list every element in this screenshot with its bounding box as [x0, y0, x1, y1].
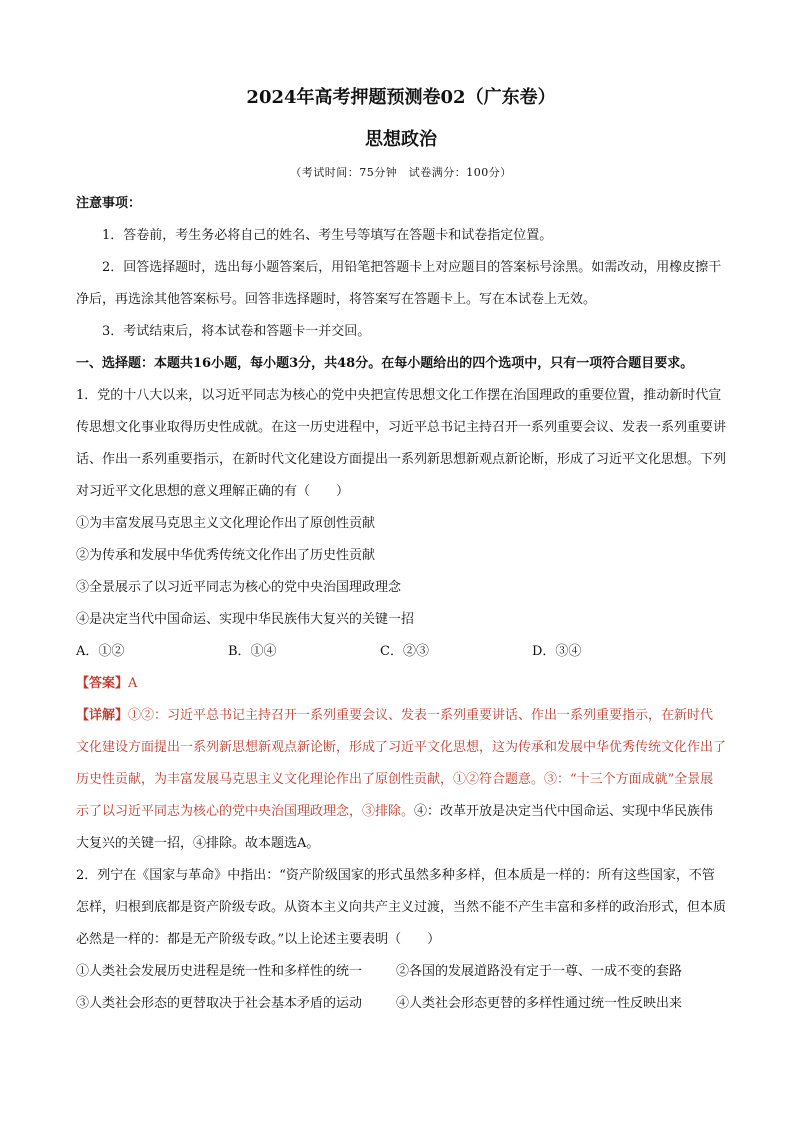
- detail-text-2: ④：改革开放是决定当代中国命运、实现中华民族伟大复兴的关键一招，④排除。故本题选A。: [76, 804, 714, 851]
- question-1-detail: [76, 700, 726, 860]
- notice-item-2: 2．回答选择题时，选出每小题答案后，用铅笔把答题卡上对应题目的答案标号涂黑。如需改动，用橡皮擦干净后，再选涂其他答案标号。回答非选择题时，将答案写在答题卡上。写在本试卷上无效。: [76, 260, 722, 307]
- exam-meta: （考试时间：75分钟 试卷满分：100分）: [290, 166, 512, 179]
- question-1-option-3: ③全景展示了以习近平同志为核心的党中央治国理政理念: [76, 580, 402, 595]
- question-2-options-row-1: [76, 956, 726, 988]
- question-1-option-4: ④是决定当代中国命运、实现中华民族伟大复兴的关键一招: [76, 612, 415, 627]
- notice-item-3: 3．考试结束后，将本试卷和答题卡一并交回。: [102, 324, 371, 339]
- question-2-option-2: ②各国的发展道路没有定于一尊、一成不变的套路: [396, 964, 683, 979]
- choice-d: D．③④: [532, 644, 582, 659]
- answer-label: 【答案】: [76, 676, 129, 691]
- question-1-option-1: ①为丰富发展马克思主义文化理论作出了原创性贡献: [76, 516, 376, 531]
- choice-b: B．①④: [228, 644, 277, 659]
- section-heading: 一、选择题：本题共16小题，每小题3分，共48分。在每小题给出的四个选项中，只有一项符合题目要求。: [76, 356, 694, 371]
- question-1-stem: 1．党的十八大以来，以习近平同志为核心的党中央把宣传思想文化工作摆在治国理政的重要位置，推动新时代宣传思想文化事业取得历史性成就。在这一历史进程中，习近平总书记主持召开一系列重要会议、发表一系列重要讲话、作出一系列重要指示，在新时代文化建设方面提出一系列新思想新观点新论断，形成了习近平文化思想。下列对习近平文化思想的意义理解正确的有（ ）: [76, 388, 727, 499]
- question-2-option-4: ④人类社会形态更替的多样性通过统一性反映出来: [396, 996, 683, 1011]
- choice-c: C．②③: [380, 644, 429, 659]
- question-1: [76, 380, 726, 860]
- notice-item-1: 1．答卷前，考生务必将自己的姓名、考生号等填写在答题卡和试卷指定位置。: [102, 228, 553, 243]
- question-1-answer: [76, 668, 726, 700]
- notice-section: [76, 188, 726, 348]
- answer-value: A: [128, 676, 138, 691]
- notice-heading: 注意事项：: [76, 196, 142, 211]
- question-1-choices: [76, 636, 726, 668]
- question-2-options-row-2: [76, 988, 726, 1020]
- question-2-option-1: ①人类社会发展历史进程是统一性和多样性的统一: [76, 964, 363, 979]
- question-1-option-2: ②为传承和发展中华优秀传统文化作出了历史性贡献: [76, 548, 376, 563]
- exam-page: [76, 84, 726, 1020]
- question-2: [76, 860, 726, 1020]
- question-2-stem: 2．列宁在《国家与革命》中指出：“资产阶级国家的形式虽然多种多样，但本质是一样的：所有这些国家，不管怎样，归根到底都是资产阶级专政。从资本主义向共产主义过渡，当然不能不产生丰富和多样的政治形式，但本质必然是一样的：都是无产阶级专政。”以上论述主要表明（ ）: [76, 868, 727, 947]
- exam-subject: 思想政治: [365, 129, 437, 150]
- choice-a: A．①②: [76, 644, 125, 659]
- question-2-option-3: ③人类社会形态的更替取决于社会基本矛盾的运动: [76, 996, 363, 1011]
- detail-text-1: ①②：习近平总书记主持召开一系列重要会议、发表一系列重要讲话、作出一系列重要指示，在新时代文化建设方面提出一系列新思想新观点新论断，形成了习近平文化思想，这为传承和发展中华优秀传统文化作出了历史性贡献，为丰富发展马克思主义文化理论作出了原创性贡献，①②符合题意。③：“十三个方面成就”全景展示了以习近平同志为核心的党中央治国理政理念，③排除。: [76, 708, 727, 819]
- exam-title: 2024年高考押题预测卷02（广东卷）: [246, 87, 556, 108]
- detail-label: 【详解】: [76, 708, 129, 723]
